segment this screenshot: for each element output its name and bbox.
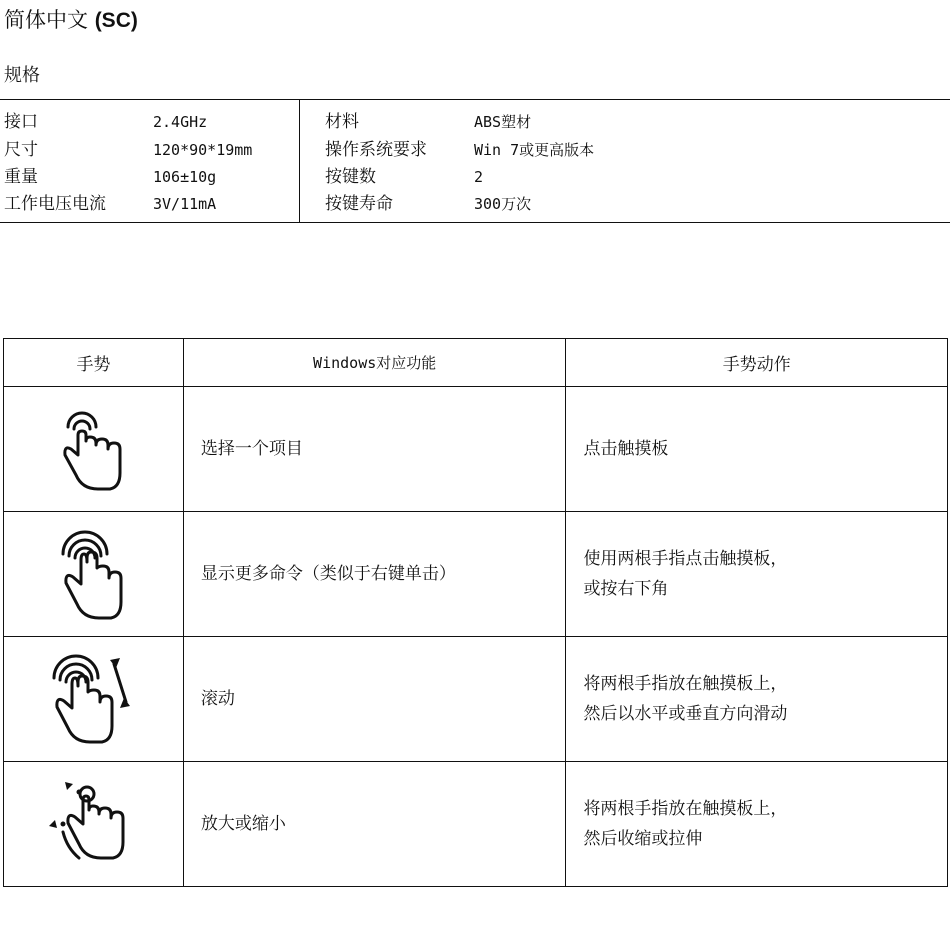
single-tap-icon [58, 399, 128, 499]
gesture-action-line: 点击触摸板 [583, 439, 669, 459]
spec-label: 尺寸 [4, 140, 38, 160]
table-row [4, 387, 948, 512]
page-title [4, 6, 138, 35]
two-finger-scroll-icon [48, 644, 138, 754]
spec-label: 接口 [4, 112, 38, 132]
spec-label: 工作电压电流 [4, 194, 106, 214]
table-row [4, 637, 948, 762]
gesture-icon-cell [4, 387, 184, 512]
gesture-icon-cell [4, 762, 184, 887]
spec-value: 120*90*19mm [153, 141, 253, 159]
spec-value: 2.4GHz [153, 113, 208, 131]
gesture-action-line: 然后收缩或拉伸 [583, 829, 703, 849]
gesture-action-line: 将两根手指放在触摸板上， [583, 799, 788, 819]
gesture-action-line: 将两根手指放在触摸板上， [583, 674, 788, 694]
gesture-action-line: 或按右下角 [583, 579, 669, 599]
table-row [4, 762, 948, 887]
windows-function: 放大或缩小 [183, 762, 566, 887]
page-title-language: 简体中文 [4, 8, 88, 32]
gesture-table [3, 338, 948, 887]
windows-function: 滚动 [183, 637, 566, 762]
spec-value: ABS塑材 [474, 113, 532, 131]
section-title: 规格 [4, 65, 40, 86]
gesture-icon-cell [4, 512, 184, 637]
gesture-table-header [4, 339, 948, 387]
spec-value: 106±10g [153, 168, 217, 186]
spec-label: 重量 [4, 167, 38, 187]
two-finger-tap-icon [55, 522, 131, 626]
spec-label: 材料 [325, 112, 359, 132]
gesture-action [566, 762, 948, 887]
gesture-action [566, 637, 948, 762]
spec-value: 300万次 [474, 195, 532, 213]
pinch-zoom-icon [43, 774, 143, 874]
header-gesture: 手势 [4, 339, 184, 387]
spec-value: 3V/11mA [153, 195, 217, 213]
gesture-action-line: 然后以水平或垂直方向滑动 [583, 704, 788, 724]
windows-function: 显示更多命令（类似于右键单击） [183, 512, 566, 637]
page-title-code: (SC) [94, 9, 138, 32]
spec-label: 按键寿命 [325, 194, 393, 214]
gesture-action-line: 使用两根手指点击触摸板， [583, 549, 788, 569]
header-gesture-action: 手势动作 [566, 339, 948, 387]
header-windows-function: Windows对应功能 [183, 339, 566, 387]
gesture-action [566, 387, 948, 512]
spec-label: 按键数 [325, 167, 376, 187]
gesture-icon-cell [4, 637, 184, 762]
spec-value: Win 7或更高版本 [474, 141, 595, 159]
spec-table [0, 99, 950, 223]
spec-table-divider [299, 100, 300, 222]
spec-label: 操作系统要求 [325, 140, 427, 160]
gesture-action [566, 512, 948, 637]
windows-function: 选择一个项目 [183, 387, 566, 512]
spec-value: 2 [474, 168, 484, 186]
table-row [4, 512, 948, 637]
